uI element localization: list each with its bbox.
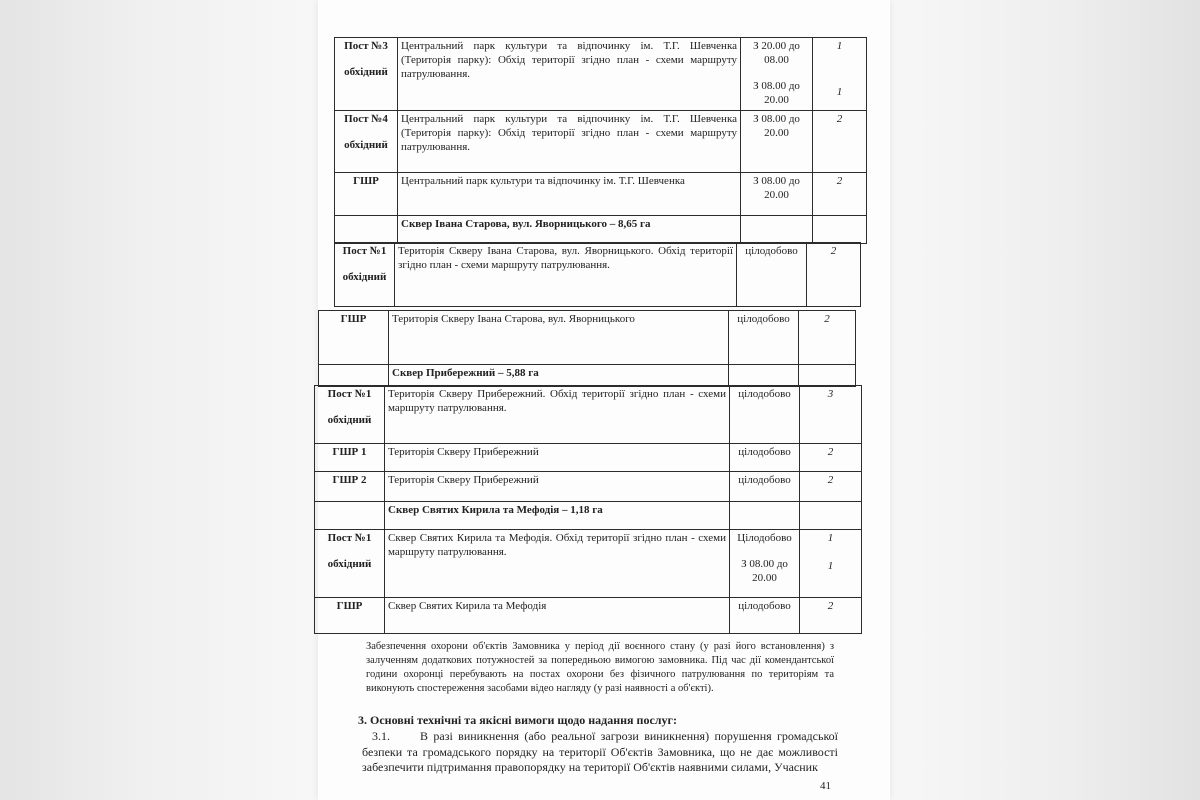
table-row bbox=[315, 530, 862, 598]
time-cell: Цілодобово З 08.00 до 20.00 bbox=[730, 530, 800, 598]
table-row bbox=[315, 386, 862, 444]
schedule-table-part-1 bbox=[334, 37, 867, 244]
post-cell: Пост №1 обхідний bbox=[315, 530, 385, 598]
post-cell: Пост №3 обхідний bbox=[335, 38, 398, 111]
description-cell: Сквер Святих Кирила та Мефодія. Обхід території згідно план - схеми маршруту патрулювання. bbox=[385, 530, 730, 598]
description-cell: Сквер Святих Кирила та Мефодія bbox=[385, 598, 730, 634]
schedule-table-part-4 bbox=[314, 385, 862, 634]
section-row bbox=[315, 502, 862, 530]
section-title: Сквер Прибережний – 5,88 га bbox=[389, 365, 729, 387]
time-cell: цілодобово bbox=[737, 243, 807, 307]
schedule-table-part-2 bbox=[334, 242, 861, 307]
post-cell: Пост №1 обхідний bbox=[315, 386, 385, 444]
quantity-cell: 2 bbox=[800, 444, 862, 472]
post-cell: Пост №4 обхідний bbox=[335, 111, 398, 173]
table-row bbox=[335, 243, 861, 307]
page-number: 41 bbox=[820, 780, 831, 792]
clause-number: 3.1. bbox=[372, 729, 390, 743]
post-cell: ГШР bbox=[319, 311, 389, 365]
quantity-cell: 2 bbox=[813, 173, 867, 216]
section-row bbox=[335, 216, 867, 244]
description-cell: Територія Скверу Івана Старова, вул. Яворницького bbox=[389, 311, 729, 365]
post-cell: ГШР 2 bbox=[315, 472, 385, 502]
description-cell: Територія Скверу Прибережний. Обхід території згідно план - схеми маршруту патрулювання. bbox=[385, 386, 730, 444]
table-row bbox=[315, 472, 862, 502]
clause-3-1 bbox=[362, 729, 838, 776]
table-row bbox=[335, 111, 867, 173]
time-cell: цілодобово bbox=[729, 311, 799, 365]
description-cell: Територія Скверу Прибережний bbox=[385, 472, 730, 502]
time-cell: цілодобово bbox=[730, 444, 800, 472]
section-row bbox=[319, 365, 856, 387]
post-cell: ГШР bbox=[315, 598, 385, 634]
section-heading: 3. Основні технічні та якісні вимоги щодо надання послуг: bbox=[358, 713, 677, 727]
quantity-cell: 3 bbox=[800, 386, 862, 444]
wartime-protection-paragraph: Забезпечення охорони об'єктів Замовника у період дії воєнного стану (у разі його встановлення) з залученням додаткових потужностей за попередньою вимогою замовника. Під час дії комендантської години охоронці перебувають на постах охорони без фізичного патрулювання по територіям та виконують спостереження засобами відео нагляду (у разі наявності а об'єкті). bbox=[366, 641, 834, 694]
schedule-table-part-3 bbox=[318, 310, 856, 387]
description-cell: Територія Скверу Прибережний bbox=[385, 444, 730, 472]
post-cell: ГШР bbox=[335, 173, 398, 216]
time-cell: цілодобово bbox=[730, 386, 800, 444]
description-cell: Центральний парк культури та відпочинку ім. Т.Г. Шевченка (Територія парку): Обхід території згідно план - схеми маршруту патрулювання. bbox=[398, 38, 741, 111]
table-row bbox=[319, 311, 856, 365]
quantity-cell: 2 bbox=[807, 243, 861, 307]
description-cell: Центральний парк культури та відпочинку ім. Т.Г. Шевченка bbox=[398, 173, 741, 216]
description-cell: Територія Скверу Івана Старова, вул. Яворницького. Обхід території згідно план - схеми маршруту патрулювання. bbox=[395, 243, 737, 307]
quantity-cell: 2 bbox=[813, 111, 867, 173]
quantity-cell: 1 1 bbox=[813, 38, 867, 111]
quantity-cell: 2 bbox=[800, 598, 862, 634]
table-row bbox=[335, 173, 867, 216]
table-row bbox=[335, 38, 867, 111]
quantity-cell: 2 bbox=[799, 311, 856, 365]
post-cell: ГШР 1 bbox=[315, 444, 385, 472]
time-cell: З 08.00 до 20.00 bbox=[741, 111, 813, 173]
section-title: Сквер Івана Старова, вул. Яворницького – 8,65 га bbox=[398, 216, 741, 244]
time-cell: З 08.00 до 20.00 bbox=[741, 173, 813, 216]
quantity-cell: 1 1 bbox=[800, 530, 862, 598]
quantity-cell: 2 bbox=[800, 472, 862, 502]
post-cell: Пост №1 обхідний bbox=[335, 243, 395, 307]
time-cell: З 20.00 до 08.00 З 08.00 до 20.00 bbox=[741, 38, 813, 111]
description-cell: Центральний парк культури та відпочинку ім. Т.Г. Шевченка (Територія парку): Обхід території згідно план - схеми маршруту патрулювання. bbox=[398, 111, 741, 173]
table-row bbox=[315, 598, 862, 634]
time-cell: цілодобово bbox=[730, 472, 800, 502]
table-row bbox=[315, 444, 862, 472]
clause-text: В разі виникнення (або реальної загрози виникнення) порушення громадської безпеки та громадського порядку на території Об'єктів Замовника, що не дає можливості забезпечити підтримання правопорядку на території Об'єктів наявними силами, Учасник bbox=[362, 729, 838, 775]
section-title: Сквер Святих Кирила та Мефодія – 1,18 га bbox=[385, 502, 730, 530]
time-cell: цілодобово bbox=[730, 598, 800, 634]
